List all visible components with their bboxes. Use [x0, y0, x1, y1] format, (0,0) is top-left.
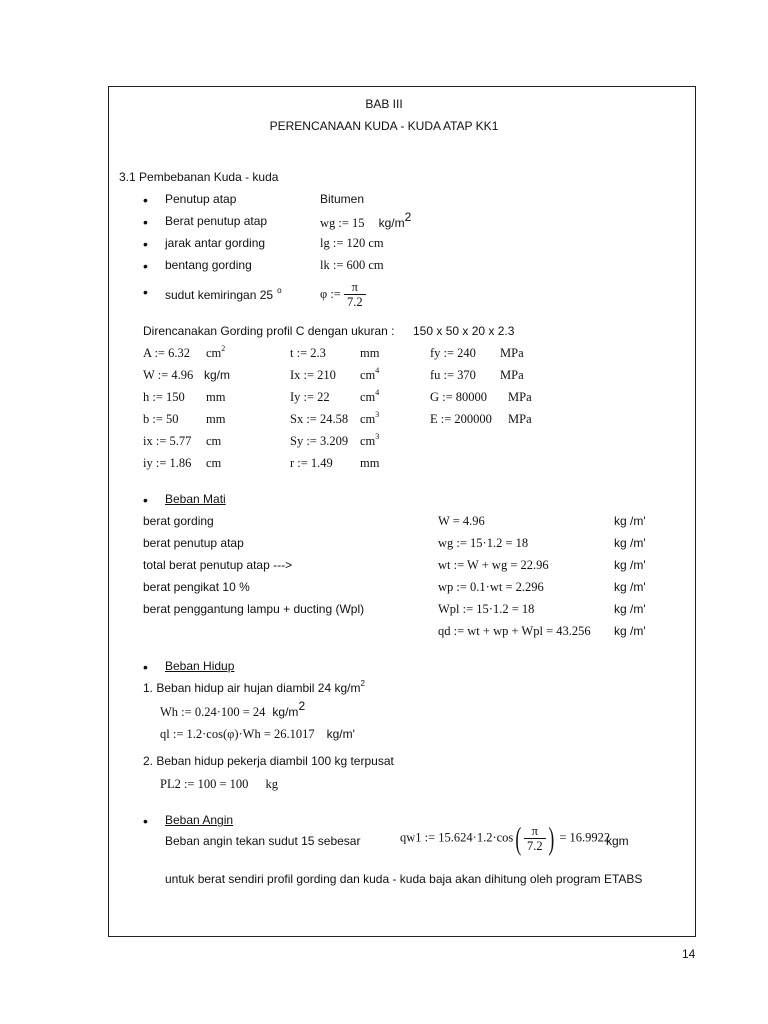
profile-prop: [290, 410, 380, 427]
profile-prop: [430, 346, 524, 361]
dead-load-formula: W = 4.96: [438, 514, 485, 528]
fraction: [524, 824, 546, 853]
item-text: 1. Beban hidup air hujan diambil 24 kg/m: [143, 681, 361, 695]
wh-row: [160, 699, 306, 721]
prop-unit: cm: [206, 434, 222, 448]
bullet-dot: •: [143, 492, 148, 508]
prop-unit: [360, 368, 379, 383]
unit-superscript: 4: [375, 366, 380, 375]
prop-expr: r := 1.49: [290, 456, 333, 470]
formula: wg := 15: [320, 216, 365, 230]
bullet-label: sudut kemiringan 25: [165, 288, 274, 302]
wind-load-label: Beban angin tekan sudut 15 sebesar: [165, 834, 361, 848]
prop-expr: G := 80000: [430, 390, 488, 404]
etabs-note: untuk berat sendiri profil gording dan kuda - kuda baja akan dihitung oleh program ETABS: [165, 872, 643, 886]
fraction: [344, 280, 366, 309]
profile-prop: [143, 344, 226, 361]
dead-load-label: berat pengikat 10 %: [143, 580, 250, 594]
unit-superscript: 4: [375, 388, 380, 397]
bullet-dot: •: [143, 214, 148, 230]
prop-expr: W := 4.96: [143, 368, 194, 382]
prop-unit: [360, 390, 379, 405]
unit-superscript: 3: [375, 432, 380, 441]
prop-expr: E := 200000: [430, 412, 492, 426]
unit-superscript: 2: [360, 679, 365, 688]
prop-expr: Iy := 22: [290, 390, 330, 404]
profile-prop: [143, 456, 222, 471]
bullet-dot: •: [143, 813, 148, 829]
open-paren: (: [515, 820, 522, 856]
profile-size: 150 x 50 x 20 x 2.3: [413, 324, 515, 338]
formula: lk := 600 cm: [320, 258, 384, 272]
bullet-label: bentang gording: [165, 258, 252, 272]
prop-expr: Ix := 210: [290, 368, 336, 382]
chapter-label: BAB III: [365, 97, 403, 111]
dead-load-unit: kg /m': [614, 558, 646, 572]
live-load-item-1: [143, 681, 365, 695]
profile-prop: [290, 388, 380, 405]
unit: kg/m': [326, 727, 355, 741]
live-load-heading: Beban Hidup: [165, 659, 235, 673]
profile-prop: [143, 368, 231, 383]
qw1-formula: [400, 822, 610, 854]
pl2-formula: PL2 := 100 = 100: [160, 777, 249, 791]
prop-expr: fy := 240: [430, 346, 476, 360]
bullet-dot: •: [143, 659, 148, 675]
prop-unit: MPa: [500, 368, 524, 382]
dead-load-label: berat penutup atap: [143, 536, 244, 550]
unit-superscript: 3: [375, 410, 380, 419]
unit: kg/m: [272, 705, 299, 719]
phi-formula: [320, 280, 366, 309]
ql-row: [160, 725, 355, 743]
prop-unit: mm: [206, 390, 226, 404]
numerator: π: [531, 823, 538, 838]
chapter-title: PERENCANAAN KUDA - KUDA ATAP KK1: [269, 119, 499, 133]
formula-lhs: qw1 := 15.624·1.2·cos: [400, 830, 514, 845]
profile-prop: [290, 456, 380, 471]
degree-superscript: o: [277, 286, 282, 295]
dead-load-formula: wg := 15·1.2 = 18: [438, 536, 529, 550]
prop-unit: mm: [206, 412, 226, 426]
unit-superscript: 2: [221, 344, 226, 353]
prop-unit: MPa: [508, 390, 532, 404]
denominator: 7.2: [524, 838, 546, 853]
dead-load-total-formula: qd := wt + wp + Wpl = 43.256: [438, 624, 591, 638]
dead-load-formula: Wpl := 15·1.2 = 18: [438, 602, 535, 616]
dead-load-unit: kg /m': [614, 580, 646, 594]
unit: cm: [360, 368, 376, 382]
profile-intro: Direncanakan Gording profil C dengan ukuran :: [143, 324, 395, 338]
unit: kg: [265, 777, 279, 791]
prop-expr: iy := 1.86: [143, 456, 192, 470]
dead-load-unit: kg /m': [614, 602, 646, 616]
close-paren: ): [547, 820, 554, 856]
prop-expr: Sx := 24.58: [290, 412, 349, 426]
profile-prop: [290, 346, 380, 361]
bullet-value: Bitumen: [320, 192, 365, 206]
prop-expr: ix := 5.77: [143, 434, 192, 448]
bullet-dot: •: [143, 192, 148, 208]
prop-expr: t := 2.3: [290, 346, 326, 360]
unit: cm: [360, 412, 376, 426]
denominator: 7.2: [344, 294, 366, 309]
prop-expr: Sy := 3.209: [290, 434, 349, 448]
bullet-label: jarak antar gording: [165, 236, 266, 250]
pl2-row: [160, 777, 278, 792]
page-number: 14: [682, 947, 696, 961]
profile-prop: [430, 412, 532, 427]
section-heading: 3.1 Pembebanan Kuda - kuda: [119, 170, 279, 184]
wind-load-heading: Beban Angin: [165, 813, 234, 827]
prop-unit: mm: [360, 346, 380, 360]
dead-load-heading: Beban Mati: [165, 492, 226, 506]
unit: cm: [360, 434, 376, 448]
prop-unit: cm: [206, 456, 222, 470]
live-load-item-2: 2. Beban hidup pekerja diambil 100 kg terpusat: [143, 754, 394, 768]
numerator: π: [351, 280, 358, 294]
bullet-dot: •: [143, 284, 148, 300]
unit: cm: [206, 346, 222, 360]
dead-load-formula: wt := W + wg = 22.96: [438, 558, 549, 572]
profile-prop: [290, 366, 380, 383]
ql-formula: ql := 1.2·cos(φ)·Wh = 26.1017: [160, 727, 315, 741]
wind-load-unit: kgm: [606, 834, 629, 848]
unit: kg/m: [378, 216, 405, 230]
prop-expr: fu := 370: [430, 368, 476, 382]
prop-unit: MPa: [508, 412, 532, 426]
unit-superscript: 2: [404, 210, 412, 224]
bullet-label: Penutup atap: [165, 192, 237, 206]
dead-load-unit: kg /m': [614, 536, 646, 550]
prop-unit: [360, 412, 379, 427]
formula-result: = 16.9922: [559, 830, 611, 845]
prop-unit: MPa: [500, 346, 524, 360]
bullet-dot: •: [143, 258, 148, 274]
prop-expr: h := 150: [143, 390, 185, 404]
bullet-dot: •: [143, 236, 148, 252]
dead-load-label: berat penggantung lampu + ducting (Wpl): [143, 602, 365, 616]
dead-load-label: total berat penutup atap --->: [143, 558, 293, 572]
formula-lhs: φ :=: [320, 287, 341, 301]
profile-prop: [290, 432, 380, 449]
prop-unit: kg/m: [204, 368, 231, 382]
profile-prop: [143, 412, 226, 427]
prop-unit: [206, 346, 225, 361]
wh-formula: Wh := 0.24·100 = 24: [160, 705, 266, 719]
dead-load-label: berat gording: [143, 514, 214, 528]
profile-prop: [430, 368, 524, 383]
prop-unit: [360, 434, 379, 449]
dead-load-formula: wp := 0.1·wt = 2.296: [438, 580, 544, 594]
bullet-value-row: [320, 210, 412, 232]
profile-prop: [143, 434, 222, 449]
formula: lg := 120 cm: [320, 236, 384, 250]
unit-superscript: 2: [298, 699, 306, 713]
profile-prop: [143, 390, 226, 405]
profile-prop: [430, 390, 532, 405]
unit: cm: [360, 390, 376, 404]
bullet-label: Berat penutup atap: [165, 214, 268, 228]
prop-unit: mm: [360, 456, 380, 470]
prop-expr: b := 50: [143, 412, 179, 426]
prop-expr: A := 6.32: [143, 346, 190, 360]
dead-load-unit: kg /m': [614, 624, 646, 638]
dead-load-unit: kg /m': [614, 514, 646, 528]
bullet-label-row: [165, 288, 282, 302]
